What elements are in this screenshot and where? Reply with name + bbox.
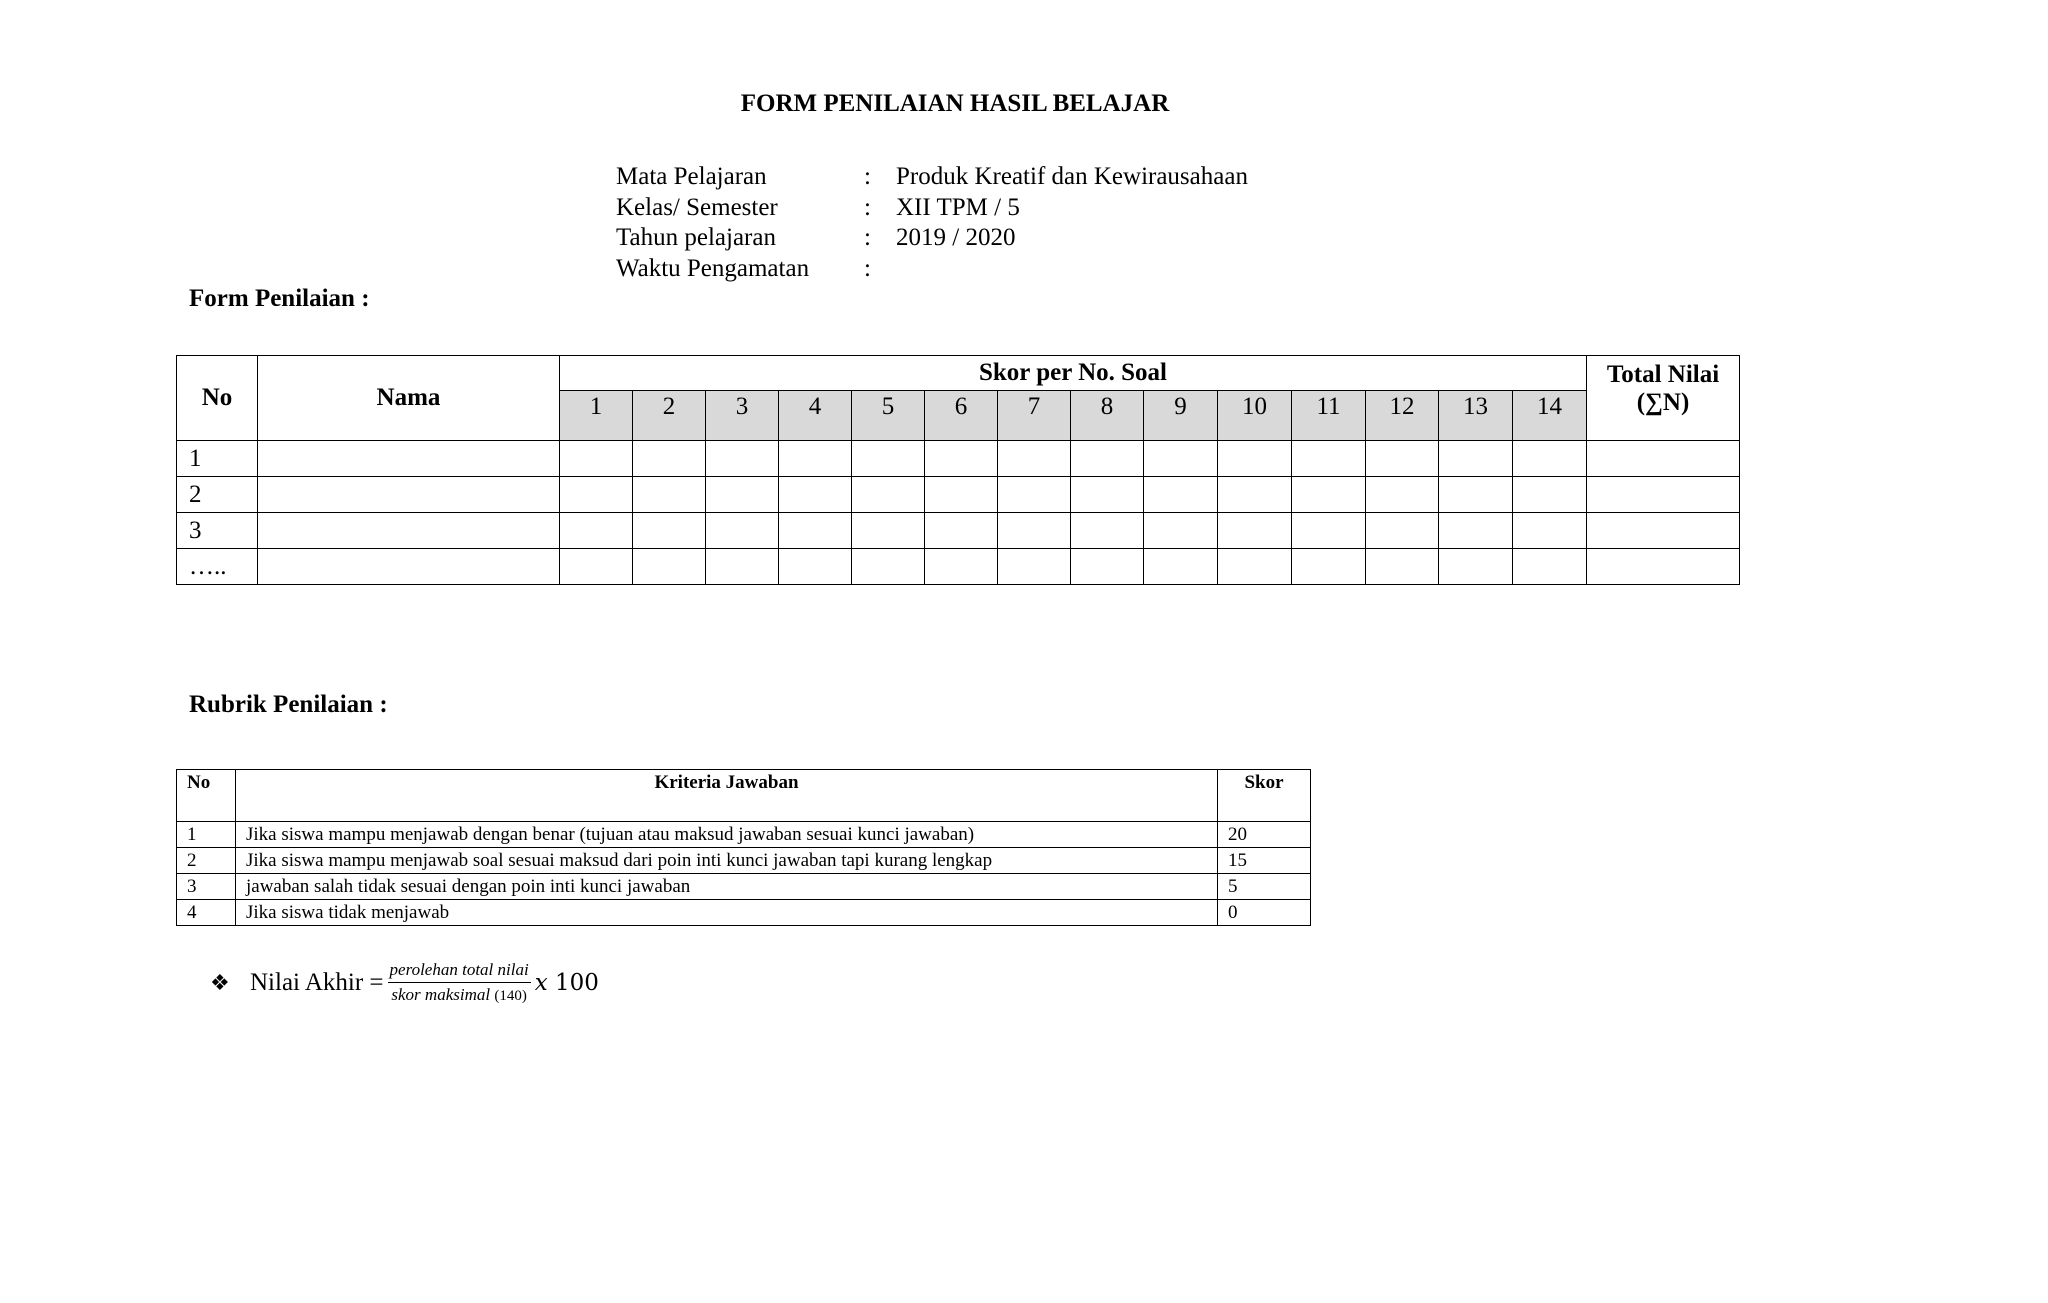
score-cell[interactable]: [779, 513, 852, 549]
score-cell[interactable]: [998, 513, 1071, 549]
score-cell[interactable]: [1366, 477, 1439, 513]
formula-denominator-wrap: [391, 983, 526, 1005]
table-row: [177, 549, 1740, 585]
rubric-score: 15: [1218, 848, 1311, 874]
total-cell[interactable]: [1587, 549, 1740, 585]
page-title: FORM PENILAIAN HASIL BELAJAR: [740, 90, 1170, 117]
question-number: 8: [1071, 391, 1144, 441]
formula-fraction: [388, 960, 531, 1005]
score-cell[interactable]: [560, 441, 633, 477]
meta-row-time: [616, 254, 1248, 285]
score-cell[interactable]: [852, 513, 925, 549]
rubric-no: 3: [177, 874, 236, 900]
rubric-score: 0: [1218, 900, 1311, 926]
score-cell[interactable]: [633, 441, 706, 477]
question-number: 12: [1366, 391, 1439, 441]
question-number: 9: [1144, 391, 1218, 441]
question-number: 13: [1439, 391, 1513, 441]
final-score-formula: [210, 960, 599, 1005]
score-cell[interactable]: [1144, 441, 1218, 477]
meta-row-class: [616, 193, 1248, 224]
rubric-row: [177, 822, 1311, 848]
score-cell[interactable]: [1439, 477, 1513, 513]
question-number: 7: [998, 391, 1071, 441]
meta-row-subject: [616, 162, 1248, 193]
formula-label: Nilai Akhir =: [250, 968, 384, 996]
score-cell[interactable]: [1218, 477, 1292, 513]
question-number: 1: [560, 391, 633, 441]
question-number: 5: [852, 391, 925, 441]
total-line1: Total Nilai: [1606, 361, 1720, 388]
score-cell[interactable]: [1144, 477, 1218, 513]
form-section-label: Form Penilaian :: [189, 285, 370, 312]
score-cell[interactable]: [1366, 513, 1439, 549]
score-cell[interactable]: [1144, 549, 1218, 585]
score-cell[interactable]: [779, 549, 852, 585]
name-cell[interactable]: [258, 513, 560, 549]
question-number: 3: [706, 391, 779, 441]
score-cell[interactable]: [706, 549, 779, 585]
score-cell[interactable]: [1218, 441, 1292, 477]
score-cell[interactable]: [779, 477, 852, 513]
score-cell[interactable]: [1218, 549, 1292, 585]
rubric-row: [177, 874, 1311, 900]
rubric-section-label: Rubrik Penilaian :: [189, 691, 388, 718]
rubric-col-criteria: Kriteria Jawaban: [236, 770, 1218, 822]
score-header-row: [177, 356, 1740, 391]
score-cell[interactable]: [560, 513, 633, 549]
row-number: 3: [177, 513, 258, 549]
score-cell[interactable]: [1513, 441, 1587, 477]
total-line2: (∑N): [1636, 389, 1690, 416]
score-cell[interactable]: [925, 477, 998, 513]
rubric-row: [177, 900, 1311, 926]
score-cell[interactable]: [633, 477, 706, 513]
score-cell[interactable]: [852, 477, 925, 513]
score-cell[interactable]: [998, 549, 1071, 585]
formula-denominator-paren: (140): [494, 988, 527, 1004]
question-number: 6: [925, 391, 998, 441]
meta-colon: :: [864, 224, 871, 251]
question-number: 10: [1218, 391, 1292, 441]
score-cell[interactable]: [1292, 549, 1366, 585]
row-number: …..: [177, 549, 258, 585]
rubric-score: 20: [1218, 822, 1311, 848]
col-header-no: No: [177, 356, 258, 441]
score-cell[interactable]: [1071, 513, 1144, 549]
meta-label: Waktu Pengamatan: [616, 254, 810, 282]
score-cell[interactable]: [925, 513, 998, 549]
formula-multiplier: 100: [554, 969, 599, 996]
score-table: [176, 355, 1740, 585]
score-cell[interactable]: [560, 477, 633, 513]
score-cell[interactable]: [633, 513, 706, 549]
meta-block: [616, 162, 1248, 284]
score-cell[interactable]: [998, 477, 1071, 513]
col-header-total: [1587, 356, 1740, 441]
rubric-no: 1: [177, 822, 236, 848]
formula-times: x: [534, 969, 548, 996]
name-cell[interactable]: [258, 441, 560, 477]
total-cell[interactable]: [1587, 513, 1740, 549]
score-cell[interactable]: [1218, 513, 1292, 549]
score-cell[interactable]: [1439, 513, 1513, 549]
score-cell[interactable]: [1071, 477, 1144, 513]
score-cell[interactable]: [925, 441, 998, 477]
total-cell[interactable]: [1587, 477, 1740, 513]
row-number: 2: [177, 477, 258, 513]
score-cell[interactable]: [1513, 513, 1587, 549]
score-cell[interactable]: [925, 549, 998, 585]
table-row: [177, 477, 1740, 513]
score-cell[interactable]: [998, 441, 1071, 477]
score-cell[interactable]: [1144, 513, 1218, 549]
rubric-no: 4: [177, 900, 236, 926]
name-cell[interactable]: [258, 549, 560, 585]
total-cell[interactable]: [1587, 441, 1740, 477]
rubric-row: [177, 848, 1311, 874]
score-cell[interactable]: [1071, 441, 1144, 477]
meta-colon: :: [864, 163, 871, 190]
score-cell[interactable]: [1439, 549, 1513, 585]
meta-label: Kelas/ Semester: [616, 193, 778, 221]
score-cell[interactable]: [706, 513, 779, 549]
rubric-table: [176, 769, 1311, 926]
score-cell[interactable]: [560, 549, 633, 585]
meta-label: Mata Pelajaran: [616, 163, 767, 190]
formula-denominator: skor maksimal: [391, 985, 491, 1004]
question-number: 14: [1513, 391, 1587, 441]
score-cell[interactable]: [1513, 477, 1587, 513]
score-cell[interactable]: [1366, 549, 1439, 585]
question-number: 11: [1292, 391, 1366, 441]
score-cell[interactable]: [1292, 441, 1366, 477]
formula-tail: [535, 970, 599, 996]
row-number: 1: [177, 441, 258, 477]
score-cell[interactable]: [706, 477, 779, 513]
meta-row-year: [616, 223, 1248, 254]
rubric-col-score: Skor: [1218, 770, 1311, 822]
score-cell[interactable]: [1071, 549, 1144, 585]
formula-numerator: perolehan total nilai: [388, 960, 531, 983]
score-cell[interactable]: [1292, 513, 1366, 549]
diamond-bullet-icon: ❖: [210, 969, 230, 995]
score-cell[interactable]: [779, 441, 852, 477]
table-row: [177, 441, 1740, 477]
meta-colon: :: [864, 254, 871, 282]
table-row: [177, 513, 1740, 549]
score-cell[interactable]: [852, 441, 925, 477]
meta-value: Produk Kreatif dan Kewirausahaan: [896, 163, 1248, 190]
col-header-scores: Skor per No. Soal: [560, 356, 1587, 391]
score-cell[interactable]: [1292, 477, 1366, 513]
rubric-no: 2: [177, 848, 236, 874]
meta-value: 2019 / 2020: [896, 224, 1016, 251]
score-cell[interactable]: [1366, 441, 1439, 477]
score-cell[interactable]: [1513, 549, 1587, 585]
rubric-criteria: jawaban salah tidak sesuai dengan poin inti kunci jawaban: [236, 874, 1218, 900]
score-cell[interactable]: [633, 549, 706, 585]
rubric-criteria: Jika siswa mampu menjawab dengan benar (tujuan atau maksud jawaban sesuai kunci jawaban): [236, 822, 1218, 848]
score-cell[interactable]: [706, 441, 779, 477]
rubric-score: 5: [1218, 874, 1311, 900]
meta-colon: :: [864, 193, 871, 221]
question-number: 2: [633, 391, 706, 441]
meta-value: XII TPM / 5: [896, 193, 1020, 221]
name-cell[interactable]: [258, 477, 560, 513]
score-cell[interactable]: [1439, 441, 1513, 477]
col-header-name: Nama: [258, 356, 560, 441]
rubric-criteria: Jika siswa tidak menjawab: [236, 900, 1218, 926]
score-cell[interactable]: [852, 549, 925, 585]
rubric-header-row: [177, 770, 1311, 822]
meta-label: Tahun pelajaran: [616, 224, 776, 251]
rubric-col-no: No: [177, 770, 236, 822]
rubric-criteria: Jika siswa mampu menjawab soal sesuai maksud dari poin inti kunci jawaban tapi kurang lengkap: [236, 848, 1218, 874]
question-number: 4: [779, 391, 852, 441]
